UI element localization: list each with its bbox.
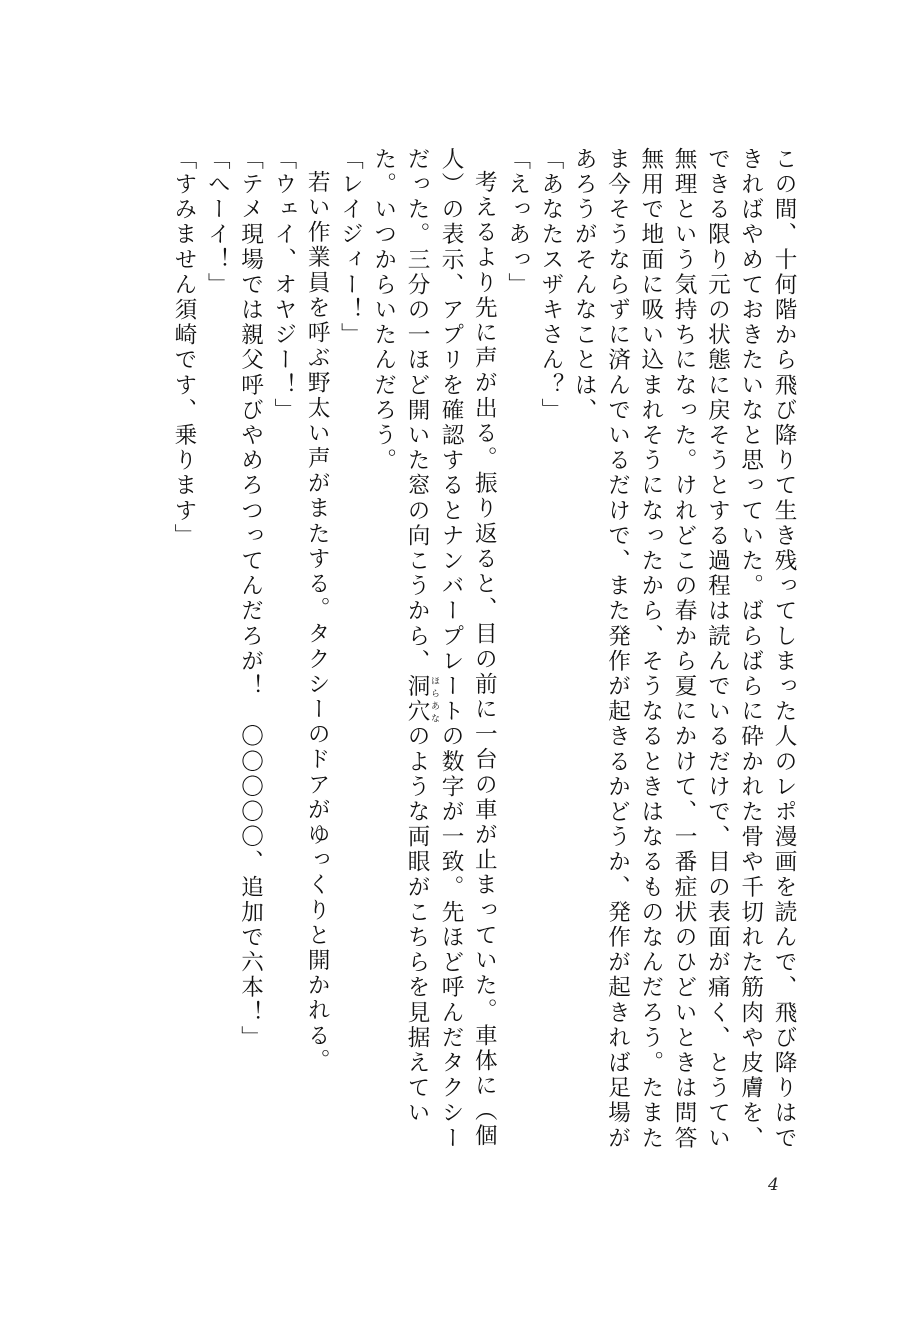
- paragraph-text: のような両眼がこちらを見据えていた。いつからいたんだろう。: [370, 147, 431, 1126]
- page-number: 4: [768, 1175, 779, 1195]
- paragraph-text: 三分の一ほど開いた窓の向こうから、: [404, 247, 431, 675]
- dialogue-line: [500, 147, 533, 1157]
- dialogue-line: [333, 147, 366, 1157]
- paragraph-line: [567, 147, 800, 1157]
- dialogue-text: 「へーイ！」: [204, 147, 231, 298]
- dialogue-line: [233, 147, 266, 1157]
- dialogue-text: 「えっあっ」: [504, 147, 531, 298]
- paragraph-line: [366, 147, 500, 1157]
- dialogue-line: [267, 147, 300, 1157]
- paragraph-text: 考えるより先に声が出る。振り返ると、目の前に一台の車が止まっていた。車体に（個人）の表示、アプリを確認するとナンバープレートの数字が一致。先ほど呼んだタクシーだった。: [404, 147, 498, 1151]
- ruby-reading: ほらあな: [429, 674, 440, 725]
- dialogue-line: [200, 147, 233, 1157]
- dialogue-text: 「すみません須崎です、乗ります」: [170, 147, 197, 549]
- dialogue-text: 「レイジィー！」: [337, 147, 364, 348]
- dialogue-line: [534, 147, 567, 1157]
- dialogue-text: 「あなたスザキさん？」: [537, 147, 564, 424]
- paragraph-line: [300, 147, 333, 1157]
- dialogue-line: [167, 147, 200, 1157]
- ruby-annotation: [404, 674, 440, 725]
- paragraph-text: 若い作業員を呼ぶ野太い声がまたする。タクシーのドアがゆっくりと開かれる。: [304, 169, 331, 1074]
- dialogue-text: 「ウェイ、オヤジー！」: [270, 147, 297, 424]
- dialogue-text: 「テメ現場では親父呼びやめろつってんだろが！ 〇〇〇〇〇、追加で六本！」: [237, 147, 264, 1051]
- ruby-base: 洞穴: [404, 674, 431, 725]
- vertical-text-body: [167, 147, 800, 1157]
- paragraph-text: この間、十何階から飛び降りて生き残ってしまった人のレポ漫画を読んで、飛び降りはできればやめておきたいなと思っていた。ばらばらに砕かれた骨や千切れた筋肉や皮膚を、できる限り元の状態に戻そうとする過程は読んでいるだけで、目の表面が痛く、とうてい無理という気持ちになった。けれどこの春から夏にかけて、一番症状のひどいときは問答無用で地面に吸い込まれそうになったから、そうなるときはなるものなんだろう。たまたま今そうならずに済んでいるだけで、また発作が起きるかどうか、発作が起きれば足場があろうがそんなことは、: [571, 147, 797, 1151]
